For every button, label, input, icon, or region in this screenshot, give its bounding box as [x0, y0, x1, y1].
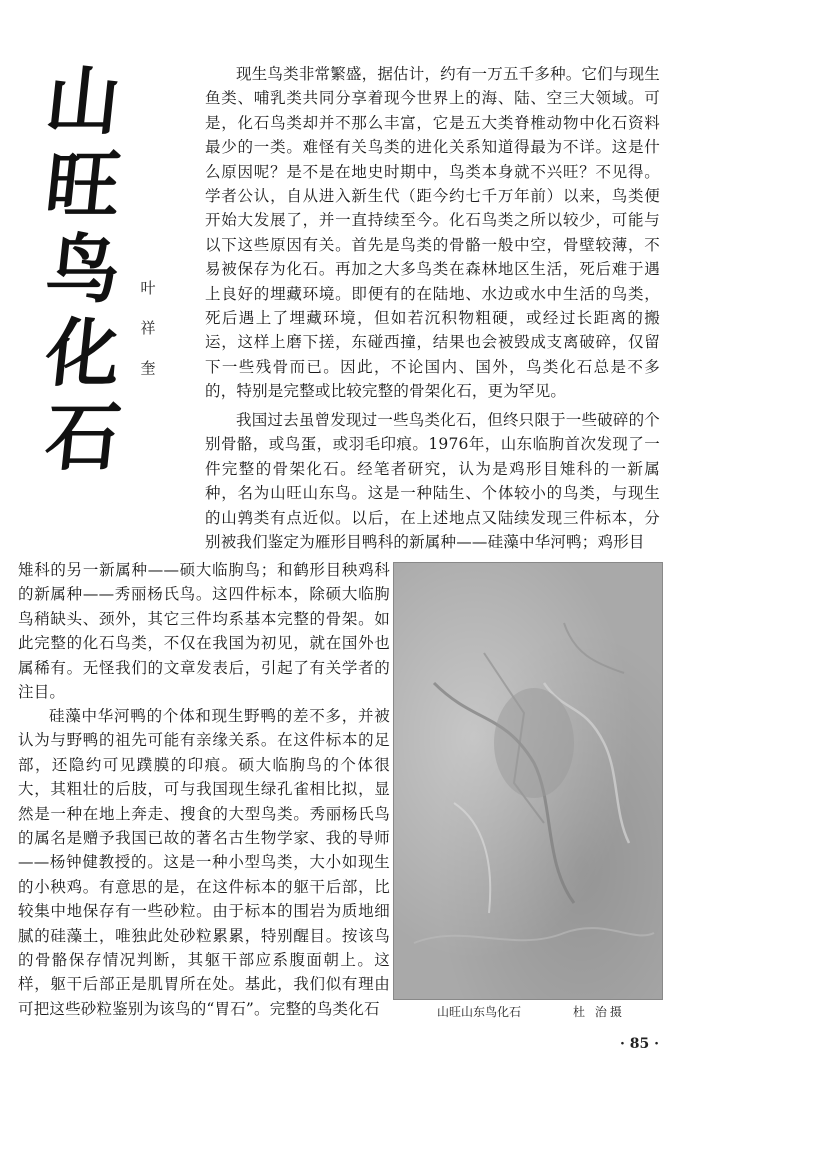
paragraph-2-continued: 雉科的另一新属种——硕大临朐鸟；和鹤形目秧鸡科的新属种——秀丽杨氏鸟。这四件标本，除硕大临朐鸟稍缺头、颈外，其它三件均系基本完整的骨架。如此完整的化石鸟类，不仅在我国为初见，就在国外也属稀有。无怪我们的文章发表后，引起了有关学者的注目。: [18, 561, 390, 702]
author-byline: [135, 268, 161, 388]
caption-title: 山旺山东鸟化石: [437, 1005, 522, 1019]
caption-credit: 杜 治摄: [573, 1005, 625, 1019]
title-char-5: 石: [41, 395, 125, 481]
fossil-photo-graphic: [394, 563, 662, 999]
calligraphy-title: [38, 60, 128, 480]
paragraph-2: 我国过去虽曾发现过一些鸟类化石，但终只限于一些破碎的个别骨骼，或鸟蛋，或羽毛印痕。1976年，山东临朐首次发现了一件完整的骨架化石。经笔者研究，认为是鸡形目雉科的一新属种，名为山旺山东鸟。这是一种陆生、个体较小的鸟类，与现生的山鹑类有点近似。以后，在上述地点又陆续发现三件标本，分别被我们鉴定为雁形目鸭科的新属种——硅藻中华河鸭；鸡形目: [205, 411, 660, 552]
author-char-1: 叶: [140, 279, 156, 297]
fossil-photo: [393, 562, 663, 1000]
paragraph-1: 现生鸟类非常繁盛，据估计，约有一万五千多种。它们与现生鱼类、哺乳类共同分享着现今世界上的海、陆、空三大领域。可是，化石鸟类却并不那么丰富，它是五大类脊椎动物中化石资料最少的一类。难怪有关鸟类的进化关系知道得最为不详。这是什么原因呢？是不是在地史时期中，鸟类本身就不兴旺？不见得。学者公认，自从进入新生代（距今约七千万年前）以来，鸟类便开始大发展了，并一直持续至今。化石鸟类之所以较少，可能与以下这些原因有关。首先是鸟类的骨骼一般中空，骨壁较薄，不易被保存为化石。再加之大多鸟类在森林地区生活，死后难于遇上良好的埋藏环境。即便有的在陆地、水边或水中生活的鸟类，死后遇上了埋藏环境，但如若沉积物粗硬，或经过长距离的搬运，这样上磨下搓，东碰西撞，结果也会被毁成支离破碎，仅留下一些残骨而已。因此，不论国内、国外，鸟类化石总是不多的，特别是完整或比较完整的骨架化石，更为罕见。: [205, 65, 660, 401]
author-char-3: 奎: [140, 359, 156, 377]
title-char-2: 旺: [41, 143, 125, 229]
title-char-4: 化: [41, 311, 125, 397]
title-char-1: 山: [41, 59, 125, 145]
paragraph-3: 硅藻中华河鸭的个体和现生野鸭的差不多，并被认为与野鸭的祖先可能有亲缘关系。在这件标本的足部，还隐约可见蹼膜的印痕。硕大临朐鸟的个体很大，其粗壮的后肢，可与我国现生绿孔雀相比拟，显然是一种在地上奔走、搜食的大型鸟类。秀丽杨氏鸟的属名是赠予我国已故的著名古生物学家、我的导师——杨钟健教授的。这是一种小型鸟类，大小如现生的小秧鸡。有意思的是，在这件标本的躯干后部，比较集中地保存有一些砂粒。由于标本的围岩为质地细腻的硅藻土，唯独此处砂粒累累，特别醒目。按该鸟的骨骼保存情况判断，其躯干部应系腹面朝上。这样，躯干后部正是肌胃所在处。基此，我们似有理由可把这些砂粒鉴别为该鸟的“胃石”。完整的鸟类化石: [18, 707, 390, 1018]
title-char-3: 鸟: [41, 227, 125, 313]
author-char-2: 祥: [140, 319, 156, 337]
page-number: · 85 ·: [620, 1036, 659, 1052]
